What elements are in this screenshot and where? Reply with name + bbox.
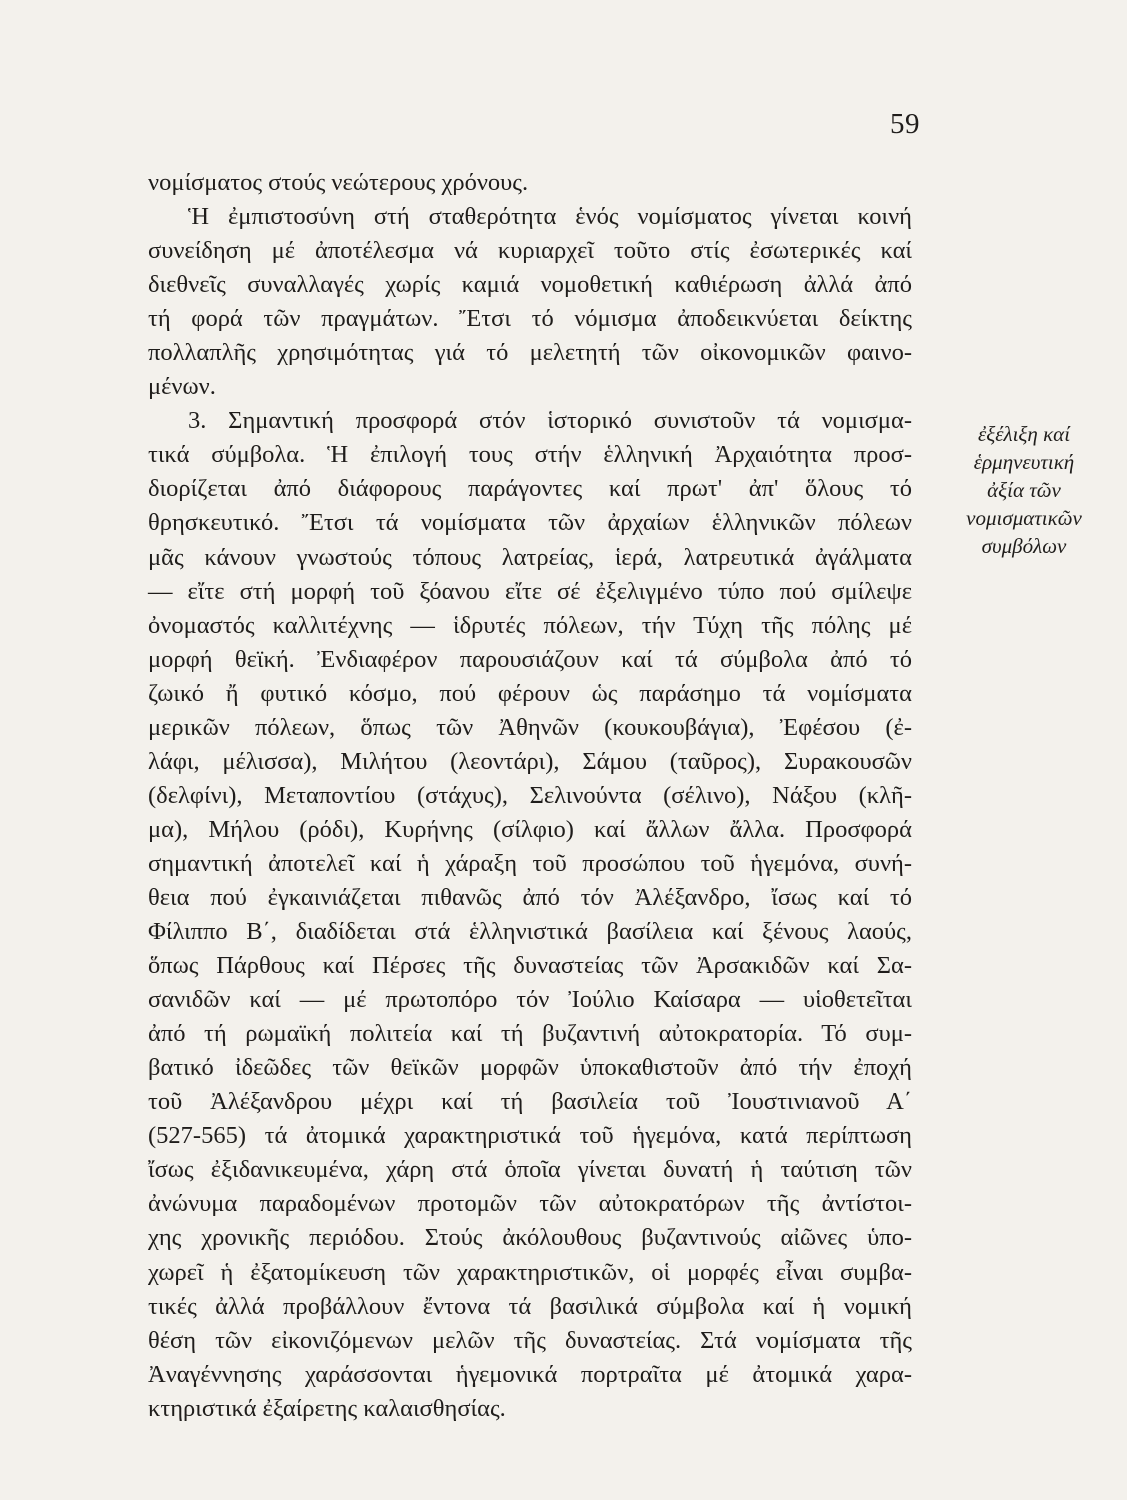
text-line: σανιδῶν καί — μέ πρωτοπόρο τόν Ἰούλιο Καίσαρα — υἱοθετεῖται — [148, 986, 912, 1014]
text-line: θέση τῶν εἰκονιζόμενων μελῶν τῆς δυναστείας. Στά νομίσματα τῆς — [148, 1326, 912, 1354]
body-text — [148, 166, 912, 1426]
text-line: λάφι, μέλισσα), Μιλήτου (λεοντάρι), Σάμου (ταῦρος), Συρακουσῶν — [148, 747, 912, 775]
text-line: ἀνώνυμα παραδομένων προτομῶν τῶν αὐτοκρατόρων τῆς ἀντίστοι- — [148, 1190, 912, 1218]
text-line: διεθνεῖς συναλλαγές χωρίς καμιά νομοθετική καθιέρωση ἀλλά ἀπό — [148, 271, 912, 299]
text-line: 3. Σημαντική προσφορά στόν ἱστορικό συνιστοῦν τά νομισμα- — [188, 407, 912, 435]
text-line: Ἡ ἐμπιστοσύνη στή σταθερότητα ἑνός νομίσματος γίνεται κοινή — [188, 203, 912, 231]
margin-note-line: ἀξία τῶν — [987, 478, 1061, 502]
text-line: ἀπό τή ρωμαϊκή πολιτεία καί τή βυζαντινή αὐτοκρατορία. Τό συμ- — [148, 1020, 912, 1048]
text-line: τοῦ Ἀλέξανδρου μέχρι καί τή βασιλεία τοῦ Ἰουστινιανοῦ Α΄ — [148, 1088, 912, 1116]
text-line: Ἀναγέννησης χαράσσονται ἡγεμονικά πορτραῖτα μέ ἀτομικά χαρα- — [148, 1360, 912, 1388]
text-line: βατικό ἰδεῶδες τῶν θεϊκῶν μορφῶν ὑποκαθιστοῦν ἀπό τήν ἐποχή — [148, 1054, 912, 1082]
text-line: μερικῶν πόλεων, ὅπως τῶν Ἀθηνῶν (κουκουβάγια), Ἐφέσου (ἐ- — [148, 713, 912, 741]
text-line: ὅπως Πάρθους καί Πέρσες τῆς δυναστείας τῶν Ἀρσακιδῶν καί Σα- — [148, 952, 912, 980]
text-line: ὀνομαστός καλλιτέχνης — ἱδρυτές πόλεων, τήν Τύχη τῆς πόλης μέ — [148, 611, 912, 639]
text-line: (δελφίνι), Μεταποντίου (στάχυς), Σελινούντα (σέλινο), Νάξου (κλῆ- — [148, 781, 912, 809]
page-number: 59 — [890, 108, 920, 140]
text-line: νομίσματος στούς νεώτερους χρόνους. — [148, 169, 529, 196]
text-line: μα), Μήλου (ρόδι), Κυρήνης (σίλφιο) καί ἄλλων ἄλλα. Προσφορά — [148, 815, 912, 843]
text-line: τικά σύμβολα. Ἡ ἐπιλογή τους στήν ἑλληνική Ἀρχαιότητα προσ- — [148, 441, 912, 469]
margin-note-line: ἐξέλιξη καί — [977, 422, 1071, 446]
text-line: κτηριστικά ἐξαίρετης καλαισθησίας. — [148, 1394, 506, 1422]
text-line: μᾶς κάνουν γνωστούς τόπους λατρείας, ἱερά, λατρευτικά ἀγάλματα — [148, 543, 912, 571]
margin-note-line: νομισματικῶν — [966, 506, 1082, 530]
margin-note-line: συμβόλων — [981, 534, 1067, 558]
text-line: ἴσως ἐξιδανικευμένα, χάρη στά ὁποῖα γίνεται δυνατή ἡ ταύτιση τῶν — [148, 1156, 912, 1184]
text-line: συνείδηση μέ ἀποτέλεσμα νά κυριαρχεῖ τοῦτο στίς ἐσωτερικές καί — [148, 237, 912, 265]
text-line: τή φορά τῶν πραγμάτων. Ἔτσι τό νόμισμα ἀποδεικνύεται δείκτης — [148, 305, 912, 333]
text-line: διορίζεται ἀπό διάφορους παράγοντες καί πρωτ' ἀπ' ὅλους τό — [148, 475, 912, 503]
text-line: ζωικό ἤ φυτικό κόσμο, πού φέρουν ὡς παράσημο τά νομίσματα — [148, 679, 912, 707]
text-line: θεια πού ἐγκαινιάζεται πιθανῶς ἀπό τόν Ἀλέξανδρο, ἴσως καί τό — [148, 883, 912, 911]
text-line: Φίλιππο Β΄, διαδίδεται στά ἑλληνιστικά βασίλεια καί ξένους λαούς, — [148, 918, 912, 946]
text-line: σημαντική ἀποτελεῖ καί ἡ χάραξη τοῦ προσώπου τοῦ ἡγεμόνα, συνή- — [148, 849, 912, 877]
text-line: (527-565) τά ἀτομικά χαρακτηριστικά τοῦ ἡγεμόνα, κατά περίπτωση — [148, 1122, 912, 1150]
margin-note-line: ἑρμηνευτική — [973, 450, 1075, 474]
text-line: χωρεῖ ἡ ἐξατομίκευση τῶν χαρακτηριστικῶν, οἱ μορφές εἶναι συμβα- — [148, 1258, 912, 1286]
text-line: τικές ἀλλά προβάλλουν ἔντονα τά βασιλικά σύμβολα καί ἡ νομική — [148, 1292, 912, 1320]
text-line: χης χρονικῆς περιόδου. Στούς ἀκόλουθους βυζαντινούς αἰῶνες ὑπο- — [148, 1224, 912, 1252]
text-line: μορφή θεϊκή. Ἐνδιαφέρον παρουσιάζουν καί τά σύμβολα ἀπό τό — [148, 645, 912, 673]
text-line: μένων. — [148, 373, 216, 401]
margin-note — [944, 420, 1104, 560]
text-line: θρησκευτικό. Ἔτσι τά νομίσματα τῶν ἀρχαίων ἑλληνικῶν πόλεων — [148, 509, 912, 537]
text-line: πολλαπλῆς χρησιμότητας γιά τό μελετητή τῶν οἰκονομικῶν φαινο- — [148, 339, 912, 367]
text-line: — εἴτε στή μορφή τοῦ ξόανου εἴτε σέ ἐξελιγμένο τύπο πού σμίλεψε — [148, 577, 912, 605]
